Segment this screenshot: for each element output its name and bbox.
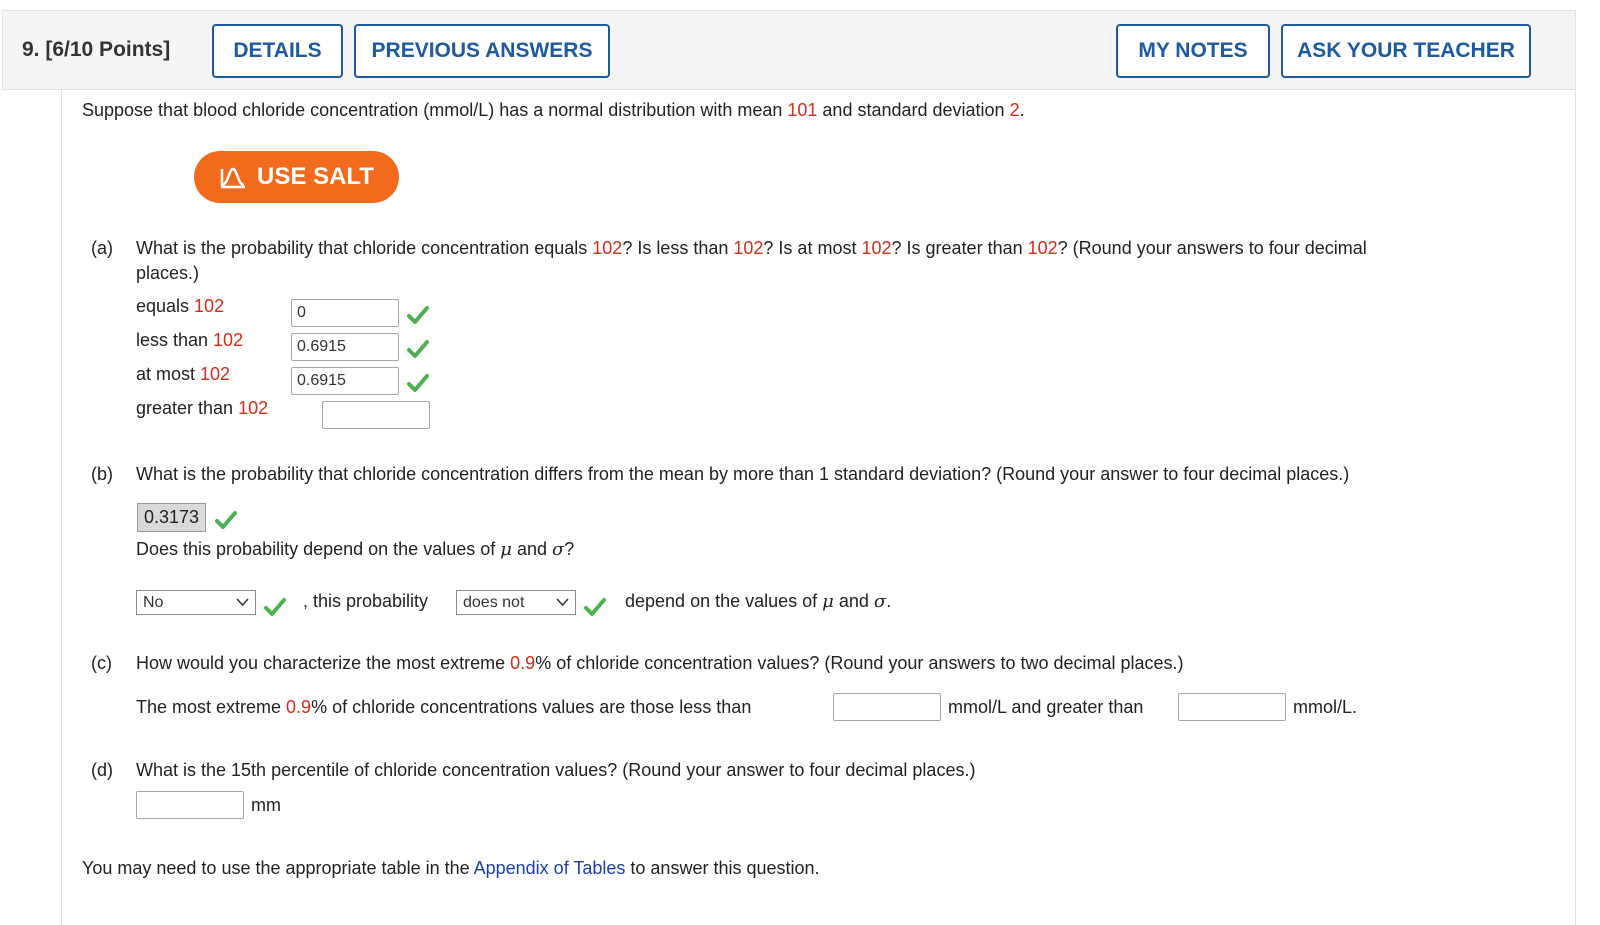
part-c-q2: % of chloride concentration values? (Round your answers to two decimal places.) [535,653,1184,673]
row-at-most-text: at most [136,364,201,384]
appendix-of-tables-link[interactable]: Appendix of Tables [473,858,626,878]
answer-equals-input[interactable] [291,299,399,327]
check-icon [584,597,606,617]
check-icon [407,373,429,393]
previous-answers-button[interactable]: PREVIOUS ANSWERS [354,24,610,78]
intro-mean: 101 [787,100,818,120]
part-c-s-pct: 0.9 [286,697,312,717]
part-a-q1: What is the probability that chloride concentration equals [136,238,593,258]
chevron-down-icon [556,598,569,607]
ask-your-teacher-button[interactable]: ASK YOUR TEACHER [1281,24,1531,78]
question-body-frame [61,90,1576,925]
depend-q-mark: ? [564,539,575,559]
depend-does-select[interactable] [456,590,576,615]
depend-yes-no-select[interactable] [136,590,256,615]
intro-text [82,100,1025,121]
part-b-label: (b) [91,464,113,484]
part-a-v1: 102 [592,238,623,258]
depend-end-period: . [886,591,892,611]
check-icon [264,597,286,617]
answer-greater-than-input[interactable] [322,401,430,429]
row-less-than-value: 102 [213,330,244,350]
row-equals-label [136,296,224,317]
part-a-v4: 102 [1027,238,1058,258]
part-c-s2: % of chloride concentrations values are those less than [311,697,752,717]
intro-sd: 2 [1009,100,1020,120]
depend-q-prefix: Does this probability depend on the values of [136,539,501,559]
row-greater-than-text: greater than [136,398,239,418]
distribution-curve-icon [219,165,247,189]
mu-symbol: μ [500,539,512,560]
part-a-question-cont: places.) [136,263,200,283]
check-icon [407,305,429,325]
depend-does-value: does not [463,593,525,611]
footer-t1: You may need to use the appropriate table in the [82,858,474,878]
part-c-s4: mmol/L. [1293,697,1358,717]
footer-t2: to answer this question. [625,858,820,878]
sigma-symbol: σ [873,591,887,612]
depend-yes-no-value: No [143,593,164,611]
details-button[interactable]: DETAILS [212,24,343,78]
my-notes-button[interactable]: MY NOTES [1116,24,1270,78]
percentile-input[interactable] [136,791,244,819]
extreme-high-input[interactable] [1178,693,1286,721]
row-at-most-value: 102 [200,364,231,384]
question-number [22,38,170,62]
depend-q-and: and [511,539,552,559]
depend-end-prefix: depend on the values of [625,591,823,611]
depend-mid-text: , this probability [303,591,429,611]
intro-text-2: and standard deviation [817,100,1010,120]
footer-text [82,858,820,879]
check-icon [407,339,429,359]
part-c-pct: 0.9 [510,653,536,673]
part-c-q1: How would you characterize the most extreme [136,653,511,673]
extreme-low-input[interactable] [833,693,941,721]
chevron-down-icon [236,598,249,607]
check-icon [215,510,237,530]
row-at-most-label [136,364,230,385]
row-less-than-text: less than [136,330,214,350]
part-a-v2: 102 [733,238,764,258]
part-a-v3: 102 [861,238,892,258]
question-number-label: 9. [22,38,40,61]
row-equals-text: equals [136,296,195,316]
depend-end-text [625,591,891,612]
intro-text-1: Suppose that blood chloride concentration (mmol/L) has a normal distribution with mean [82,100,788,120]
row-equals-value: 102 [194,296,225,316]
part-c-s1: The most extreme [136,697,287,717]
mu-symbol: μ [822,591,834,612]
intro-text-3: . [1019,100,1025,120]
use-salt-label: USE SALT [257,163,374,190]
part-c-s3: mmol/L and greater than [948,697,1144,717]
answer-at-most-input[interactable] [291,367,399,395]
part-b-answer: 0.3173 [137,503,206,532]
part-c-sentence [136,697,751,718]
percentile-unit: mm [251,795,281,815]
row-less-than-label [136,330,243,351]
points-label: [6/10 Points] [45,38,171,61]
part-a-q5: ? (Round your answers to four decimal [1057,238,1367,258]
part-a-label: (a) [91,238,113,258]
part-c-question [136,653,1184,674]
part-d-label: (d) [91,760,113,780]
part-a-q3: ? Is at most [763,238,862,258]
part-a-q2: ? Is less than [622,238,734,258]
part-a-q4: ? Is greater than [891,238,1028,258]
part-a-question [136,238,1367,259]
part-b-depend-question [136,539,574,560]
row-greater-than-label [136,398,268,419]
row-greater-than-value: 102 [238,398,269,418]
part-c-label: (c) [91,653,112,673]
part-b-question: What is the probability that chloride concentration differs from the mean by more than 1 standard deviation? (Round your answer to four decimal places.) [136,464,1350,484]
depend-end-and: and [833,591,874,611]
part-d-question: What is the 15th percentile of chloride concentration values? (Round your answer to four decimal places.) [136,760,976,780]
sigma-symbol: σ [552,539,565,560]
answer-less-than-input[interactable] [291,333,399,361]
use-salt-button[interactable] [194,151,399,203]
